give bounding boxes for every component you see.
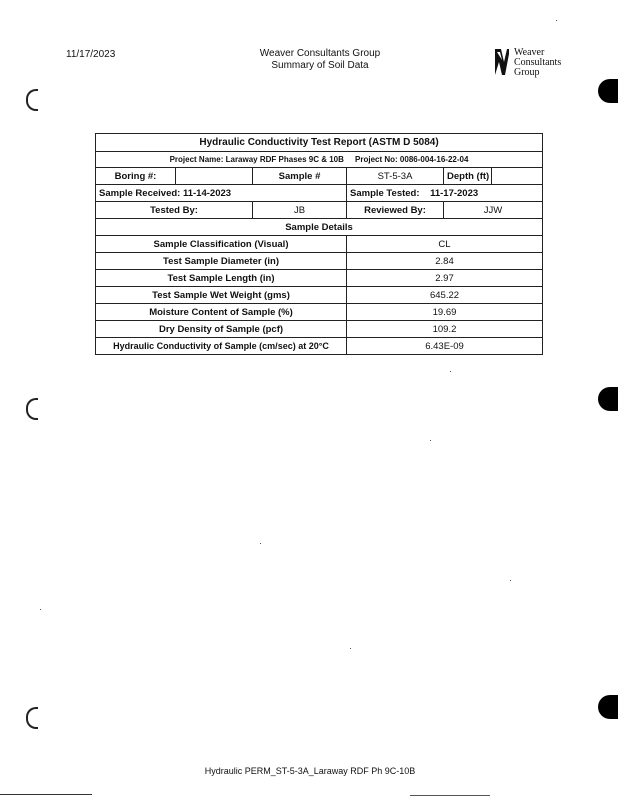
reviewed-by-value: JJW xyxy=(444,202,543,219)
logo-mark-icon xyxy=(494,48,510,76)
sample-received xyxy=(96,185,347,202)
binder-hole xyxy=(598,695,618,719)
row-value: 19.69 xyxy=(347,304,543,321)
scan-speck xyxy=(510,580,511,581)
scan-speck xyxy=(40,609,41,610)
project-name-label: Project Name: xyxy=(169,155,224,164)
logo-text xyxy=(514,48,561,78)
project-name: Laraway RDF Phases 9C & 10B xyxy=(225,155,344,164)
boring-value xyxy=(176,168,253,185)
sample-tested-value: 11-17-2023 xyxy=(430,187,479,199)
row-value: 2.84 xyxy=(347,253,543,270)
logo-line-1: Weaver xyxy=(514,47,545,58)
page-header xyxy=(230,48,410,72)
scan-speck xyxy=(556,20,557,21)
tested-by-label: Tested By: xyxy=(96,202,253,219)
table-row xyxy=(96,253,543,270)
scan-bracket xyxy=(26,89,38,111)
binder-hole xyxy=(598,79,618,103)
depth-value xyxy=(492,168,543,185)
row-label: Test Sample Wet Weight (gms) xyxy=(96,287,347,304)
logo-line-3: Group xyxy=(514,67,540,78)
row-value: 6.43E-09 xyxy=(347,338,543,355)
sample-number-label: Sample # xyxy=(253,168,347,185)
row-label: Test Sample Diameter (in) xyxy=(96,253,347,270)
sample-received-value: 11-14-2023 xyxy=(182,187,232,199)
reviewed-by-label: Reviewed By: xyxy=(347,202,444,219)
row-label: Hydraulic Conductivity of Sample (cm/sec) at 20°C xyxy=(96,338,347,355)
row-value: 109.2 xyxy=(347,321,543,338)
table-row xyxy=(96,338,543,355)
report-date: 11/17/2023 xyxy=(66,49,116,60)
sample-details-header: Sample Details xyxy=(96,219,543,236)
divider xyxy=(0,794,92,795)
row-value: 2.97 xyxy=(347,270,543,287)
tested-by-value: JB xyxy=(253,202,347,219)
scan-speck xyxy=(260,543,261,544)
project-info-row xyxy=(96,152,543,168)
hydraulic-conductivity-report-table xyxy=(95,133,543,355)
scan-speck xyxy=(450,371,451,372)
depth-label: Depth (ft) xyxy=(444,168,492,185)
sample-number-value: ST-5-3A xyxy=(347,168,444,185)
table-row xyxy=(96,304,543,321)
project-no-label: Project No: xyxy=(355,155,398,164)
row-value: 645.22 xyxy=(347,287,543,304)
binder-hole xyxy=(598,387,618,411)
row-value: CL xyxy=(347,236,543,253)
boring-label: Boring #: xyxy=(96,168,176,185)
sample-tested-label: Sample Tested: xyxy=(350,187,420,199)
table-row xyxy=(96,287,543,304)
divider xyxy=(410,795,490,796)
scan-speck xyxy=(350,648,351,649)
logo-line-2: Consultants xyxy=(514,57,562,68)
footer-filename: Hydraulic PERM_ST-5-3A_Laraway RDF Ph 9C-10B xyxy=(204,766,416,776)
row-label: Test Sample Length (in) xyxy=(96,270,347,287)
row-label: Moisture Content of Sample (%) xyxy=(96,304,347,321)
page-subtitle: Summary of Soil Data xyxy=(271,60,369,71)
sample-received-label: Sample Received: xyxy=(99,187,181,199)
sample-tested xyxy=(347,185,543,202)
scan-bracket xyxy=(26,707,38,729)
report-title: Hydraulic Conductivity Test Report (ASTM D 5084) xyxy=(96,134,543,152)
table-row xyxy=(96,321,543,338)
table-row xyxy=(96,236,543,253)
project-no: 0086-004-16-22-04 xyxy=(399,155,469,164)
row-label: Sample Classification (Visual) xyxy=(96,236,347,253)
scan-speck xyxy=(430,440,431,441)
scan-bracket xyxy=(26,398,38,420)
row-label: Dry Density of Sample (pcf) xyxy=(96,321,347,338)
company-logo xyxy=(494,48,584,80)
table-row xyxy=(96,270,543,287)
company-name: Weaver Consultants Group xyxy=(259,48,381,59)
